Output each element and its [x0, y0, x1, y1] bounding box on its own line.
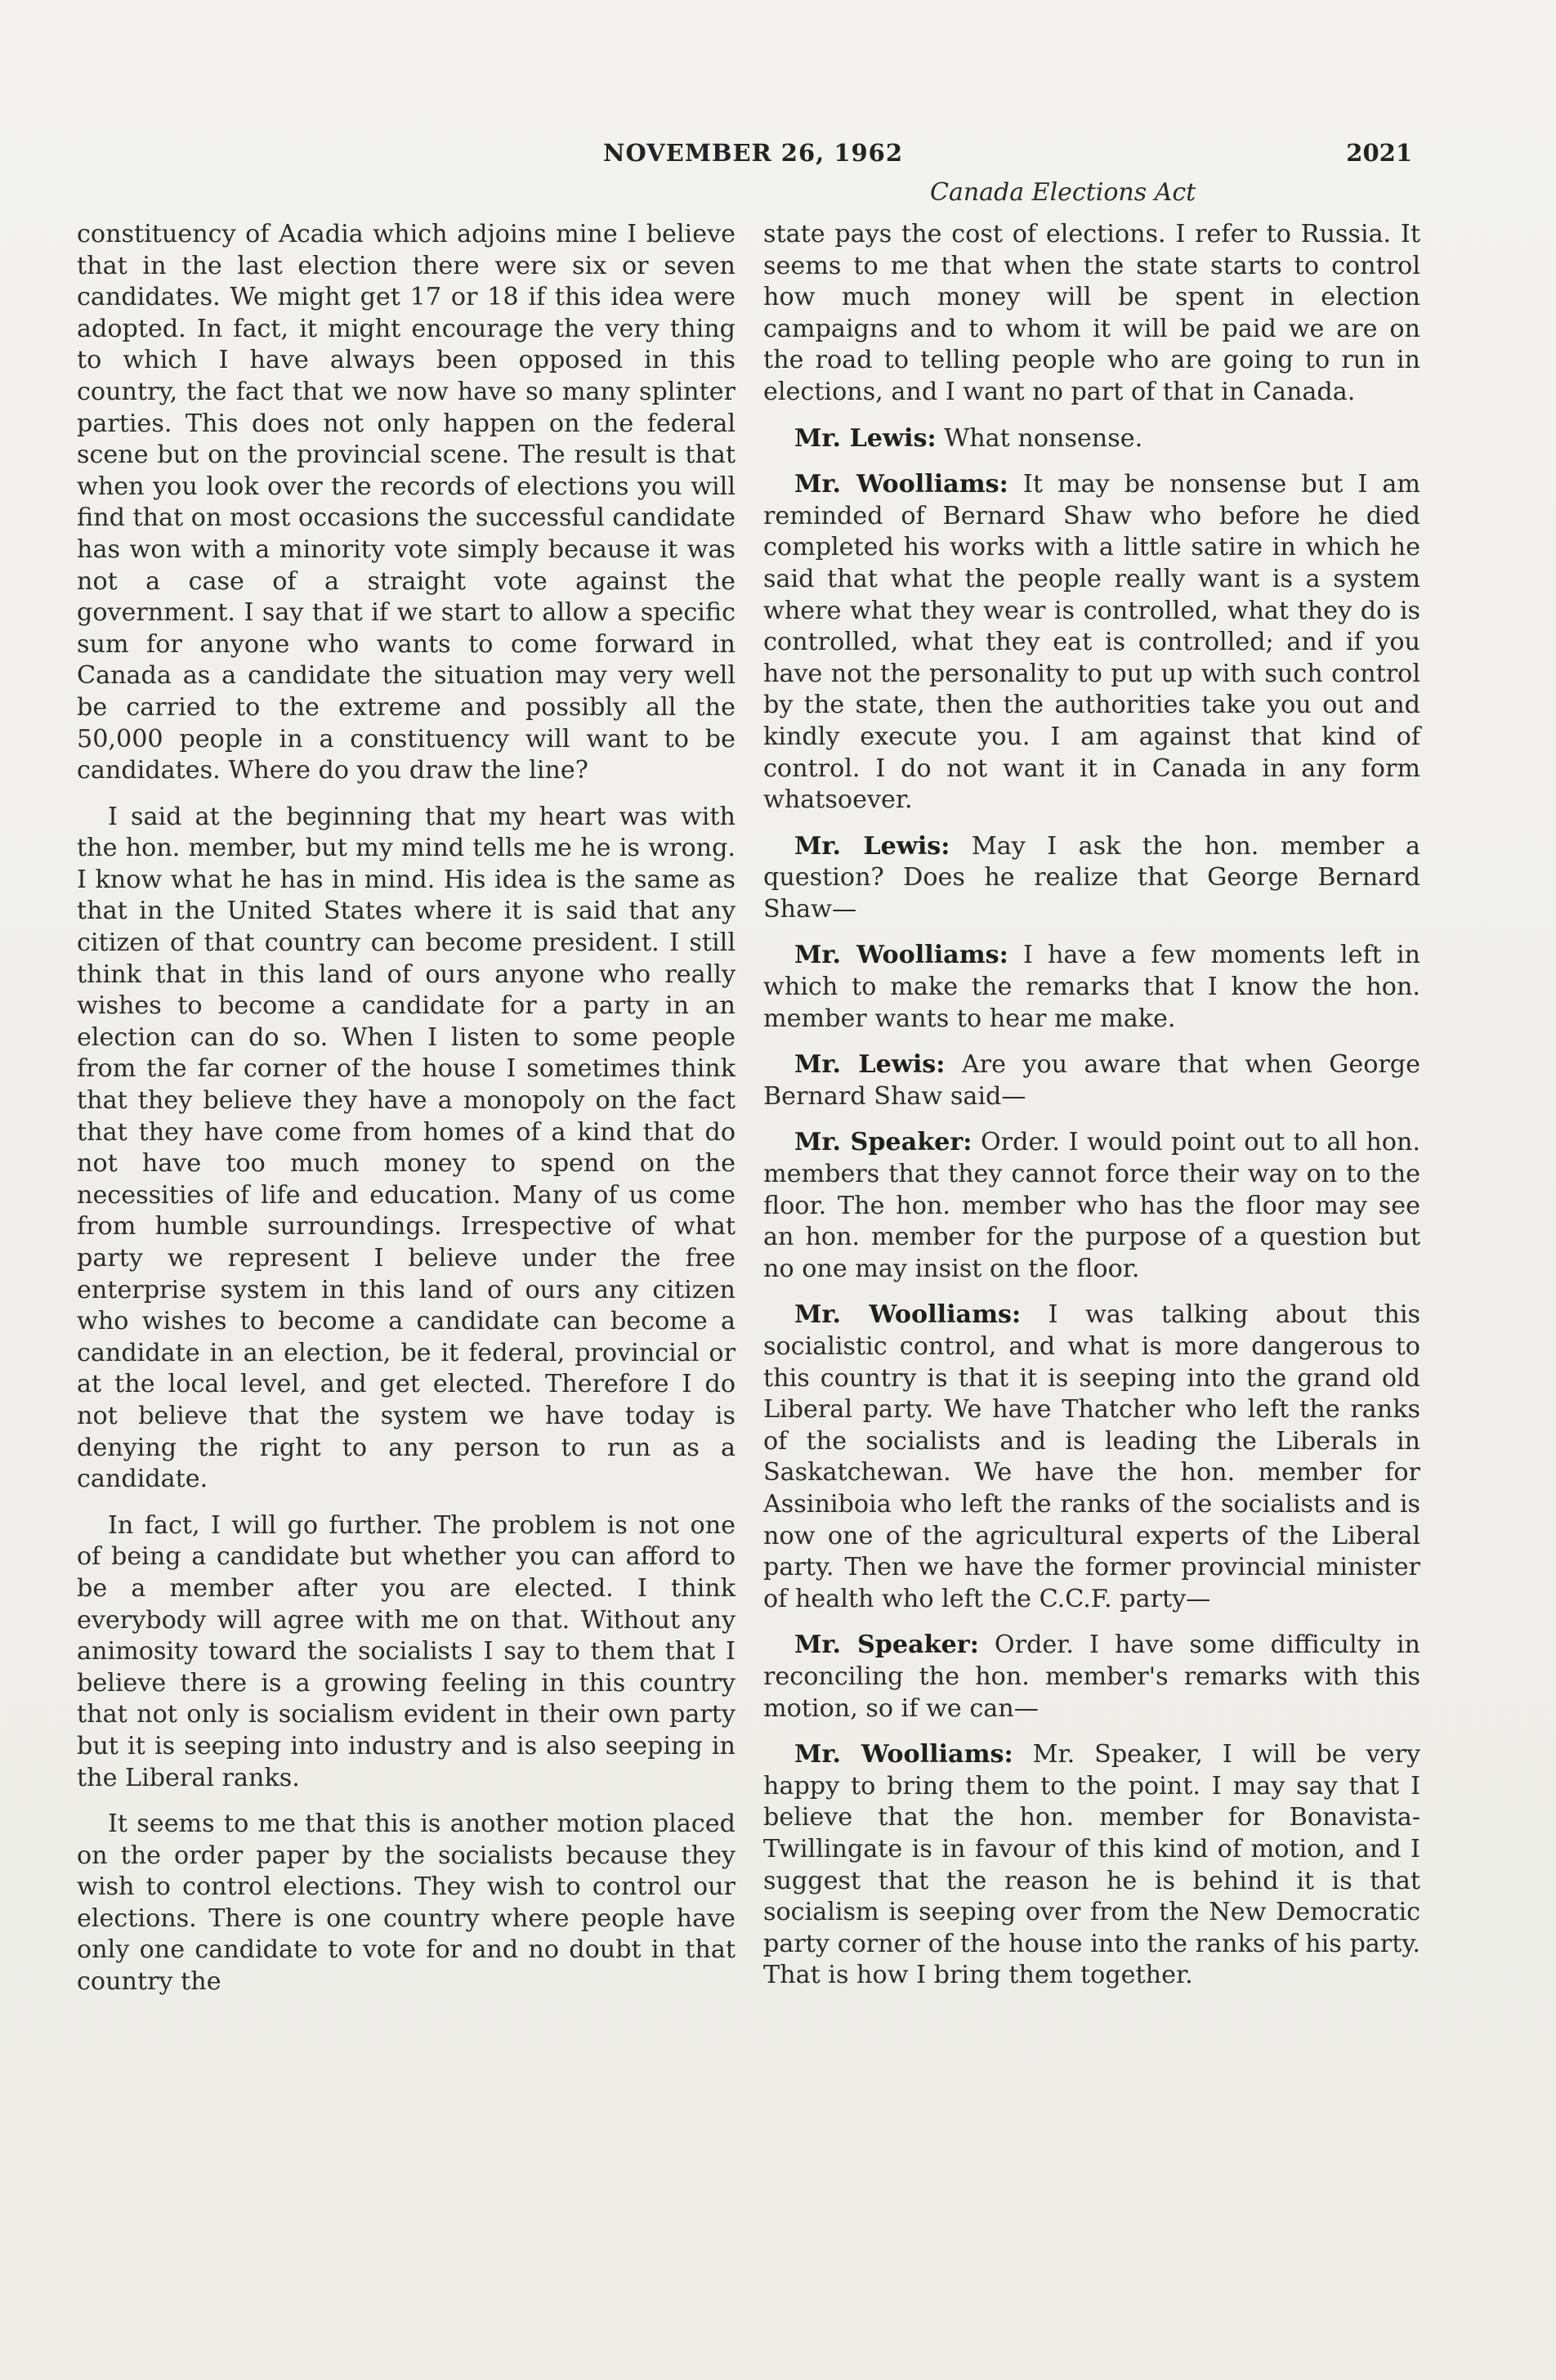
paragraph-text: Mr. Speaker, I will be very happy to bring them to the point. I may say that I believe that the hon. member for Bonavista-Twillingate is in favour of this kind of motion, and I suggest that the reason he is behind it is that socialism is seeping over from the New Democratic party corner of the house into the ranks of his party. That is how I bring them together.	[763, 1740, 1420, 1990]
speaker-name: Mr. Speaker:	[794, 1128, 972, 1157]
paragraph	[763, 940, 1420, 1035]
paragraph-text: It seems to me that this is another motion placed on the order paper by the socialists because they wish to control elections. They wish to control our elections. There is one country where people have only one candidate to vote for and no doubt in that country the	[77, 1810, 736, 1997]
paragraph-text: Are you aware that when George Bernard Shaw said—	[763, 1050, 1420, 1111]
paragraph-text: What nonsense.	[944, 423, 1143, 453]
paragraph-text: Order. I would point out to all hon. members that they cannot force their way on to the floor. The hon. member who has the floor may see an hon. member for the purpose of a question but no one may insist on the floor.	[763, 1128, 1420, 1283]
paragraph-text: May I ask the hon. member a question? Does he realize that George Bernard Shaw—	[763, 831, 1420, 924]
paragraph	[77, 802, 736, 1496]
paragraph	[77, 1510, 736, 1794]
paragraph	[763, 1049, 1420, 1112]
paragraph	[763, 219, 1420, 409]
paragraph-text: constituency of Acadia which adjoins mine I believe that in the last election there were six or seven candidates. We might get 17 or 18 if this idea were adopted. In fact, it might encourage the very thing to which I have always been opposed in this country, the fact that we now have so many splinter parties. This does not only happen on the federal scene but on the provincial scene. The result is that when you look over the records of elections you will find that on most occasions the successful candidate has won with a minority vote simply because it was not a case of a straight vote against the government. I say that if we start to allow a specific sum for anyone who wants to come forward in Canada as a candidate the situation may very well be carried to the extreme and possibly all the 50,000 people in a constituency will want to be candidates. Where do you draw the line?	[77, 220, 736, 785]
left-column	[77, 219, 736, 2013]
paragraph-text: I was talking about this socialistic control, and what is more dangerous to this country is that it is seeping into the grand old Liberal party. We have Thatcher who left the ranks of the socialists and is leading the Liberals in Saskatchewan. We have the hon. member for Assiniboia who left the ranks of the socialists and is now one of the agricultural experts of the Liberal party. Then we have the former provincial minister of health who left the C.C.F. party—	[763, 1300, 1420, 1613]
paragraph	[763, 831, 1420, 926]
right-column	[763, 219, 1420, 2006]
paragraph-text: state pays the cost of elections. I refer to Russia. It seems to me that when the state starts to control how much money will be spent in election campaigns and to whom it will be paid we are on the road to telling people who are going to run in elections, and I want no part of that in Canada.	[763, 220, 1420, 406]
paragraph	[763, 1630, 1420, 1725]
speaker-name: Mr. Lewis:	[794, 831, 950, 861]
speaker-name: Mr. Woolliams:	[794, 941, 1008, 970]
speaker-name: Mr. Woolliams:	[794, 470, 1008, 499]
page-number: 2021	[1346, 139, 1412, 167]
paragraph-text: In fact, I will go further. The problem is not one of being a candidate but whether you can afford to be a member after you are elected. I think everybody will agree with me on that. Without any animosity toward the socialists I say to them that I believe there is a growing feeling in this country that not only is socialism evident in their own party but it is seeping into industry and is also seeping in the Liberal ranks.	[77, 1510, 736, 1792]
header-date: NOVEMBER 26, 1962	[603, 139, 904, 167]
paragraph	[763, 423, 1420, 455]
paragraph-text: I have a few moments left in which to make the remarks that I know the hon. member wants to hear me make.	[763, 941, 1420, 1033]
speaker-name: Mr. Woolliams:	[794, 1300, 1022, 1330]
running-title: Canada Elections Act	[930, 178, 1196, 207]
paragraph	[763, 469, 1420, 816]
paragraph	[763, 1739, 1420, 1992]
speaker-name: Mr. Speaker:	[794, 1631, 979, 1660]
paragraph	[77, 219, 736, 787]
paragraph-text: I said at the beginning that my heart was with the hon. member, but my mind tells me he is wrong. I know what he has in mind. His idea is the same as that in the United States where it is said that any citizen of that country can become president. I still think that in this land of ours anyone who really wishes to become a candidate for a party in an election can do so. When I listen to some people from the far corner of the house I sometimes think that they believe they have a monopoly on the fact that they have come from homes of a kind that do not have too much money to spend on the necessities of life and education. Many of us come from humble surroundings. Irrespective of what party we represent I believe under the free enterprise system in this land of ours any citizen who wishes to become a candidate can become a candidate in an election, be it federal, provincial or at the local level, and get elected. Therefore I do not believe that the system we have today is denying the right to any person to run as a candidate.	[77, 802, 736, 1494]
paragraph	[763, 1300, 1420, 1615]
speaker-name: Mr. Lewis:	[794, 423, 937, 453]
speaker-name: Mr. Lewis:	[794, 1050, 946, 1080]
paragraph-text: Order. I have some difficulty in reconciling the hon. member's remarks with this motion, so if we can—	[763, 1631, 1420, 1723]
paragraph	[763, 1127, 1420, 1285]
paragraph	[77, 1809, 736, 1998]
speaker-name: Mr. Woolliams:	[794, 1740, 1013, 1769]
paragraph-text: It may be nonsense but I am reminded of Bernard Shaw who before he died completed his works with a little satire in which he said that what the people really want is a system where what they wear is controlled, what they do is controlled, what they eat is controlled; and if you have not the personality to put up with such control by the state, then the authorities take you out and kindly execute you. I am against that kind of control. I do not want it in Canada in any form whatsoever.	[763, 470, 1420, 815]
